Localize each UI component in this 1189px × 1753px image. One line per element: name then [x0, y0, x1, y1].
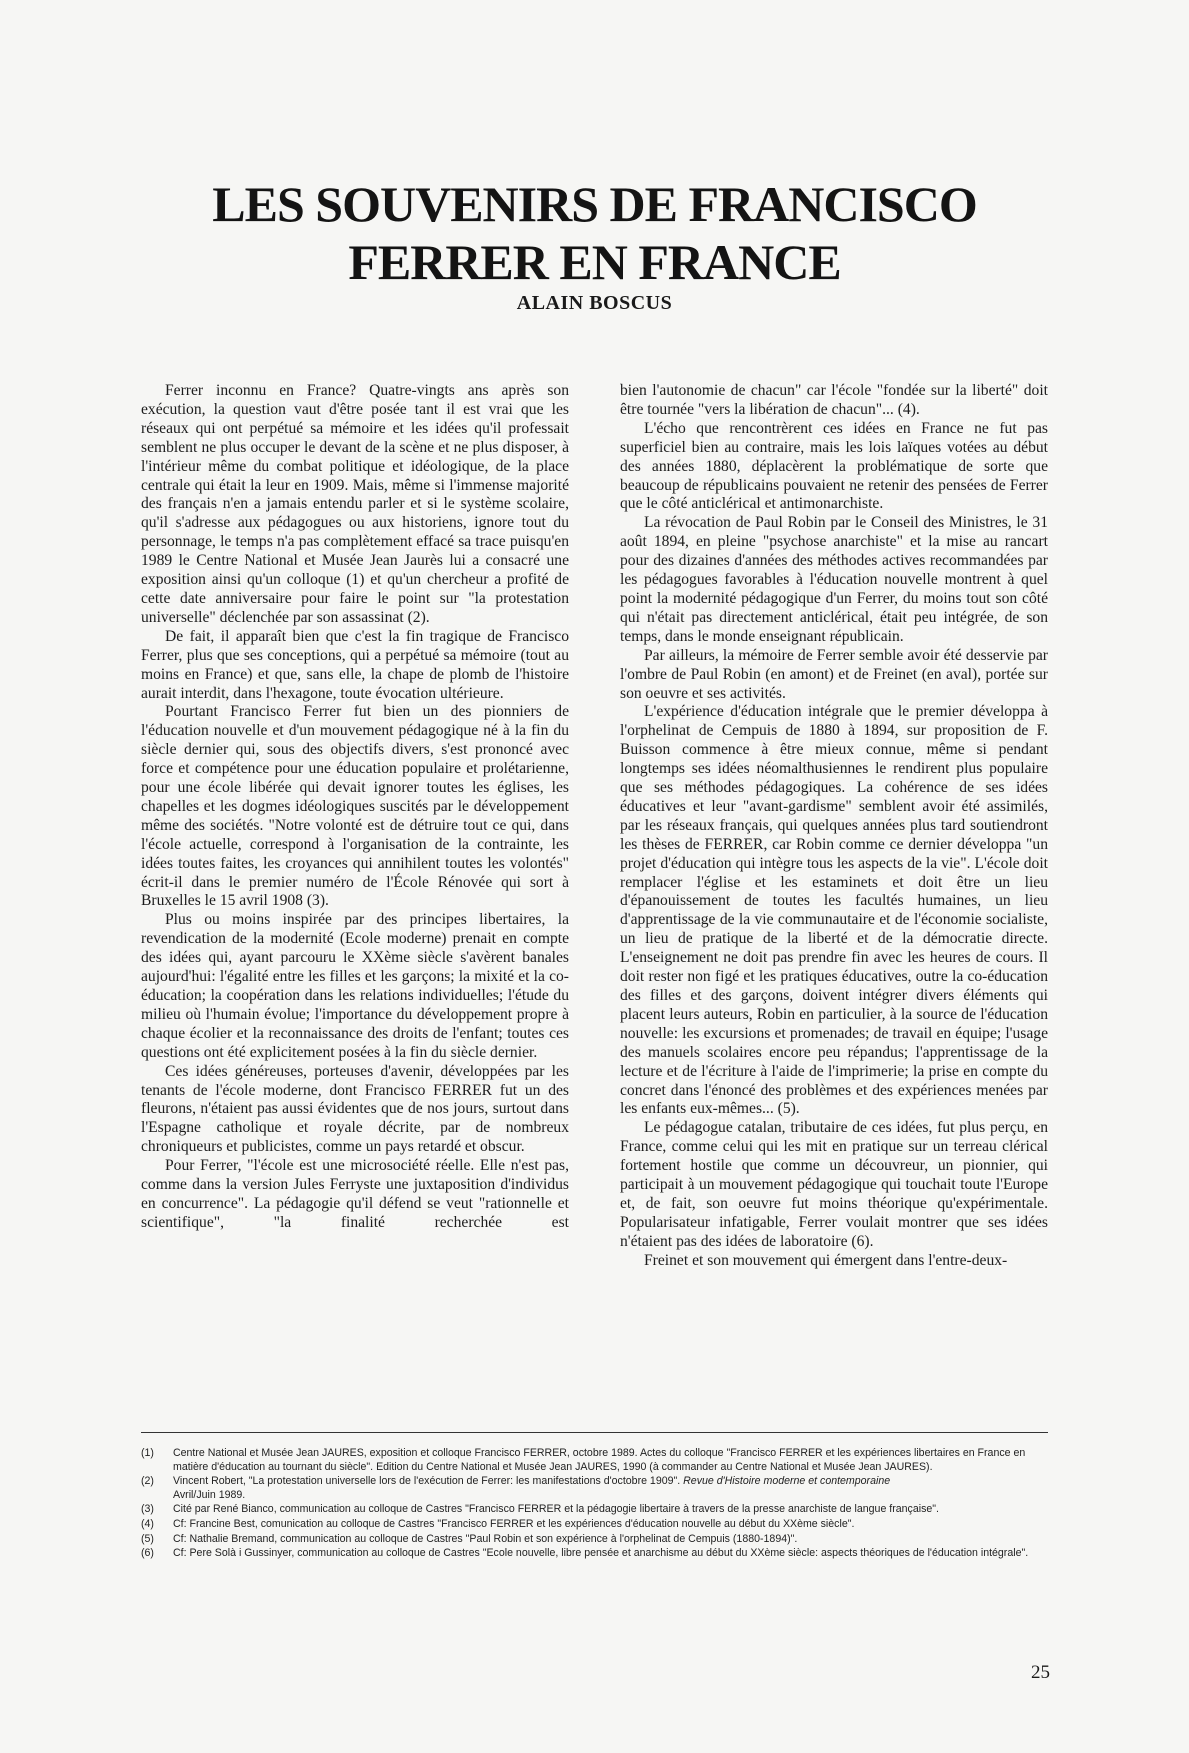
paragraph: Freinet et son mouvement qui émergent dans l'entre-deux-	[644, 1251, 1008, 1269]
footnote-text: Cf: Nathalie Bremand, communication au colloque de Castres "Paul Robin et son expérience à l'orphelinat de Cempuis (1880-1894)".	[173, 1532, 798, 1545]
paragraph: Le pédagogue catalan, tributaire de ces idées, fut plus perçu, en France, comme celui qui les mit en pratique sur un terreau clérical fortement hostile que comme un découvreur, un pionnier, qui participait à un mouvement pédagogique qui touchait toute l'Europe et, de fait, son oeuvre fut moins théorique qu'expérimentale. Popularisateur infatigable, Ferrer voulait montrer que ses idées n'étaient pas des idées de laboratoire (6).	[620, 1119, 1048, 1250]
paragraph: Ferrer inconnu en France? Quatre-vingts ans après son exécution, la question vaut d'être posée tant il est vrai que les réseaux qui ont perpétué sa mémoire et les idées qu'il professait semblent ne plus occuper le devant de la scène et ne plus disposer, à l'intérieur même du combat politique et idéologique, de la place centrale qui était la leur en 1909. Mais, même si l'immense majorité des français n'en a jamais entendu parler et si le système scolaire, qu'il s'adresse aux pédagogues ou aux historiens, ignore tout du personnage, le temps n'a pas complètement effacé sa trace puisqu'en 1989 le Centre National et Musée Jean Jaurès lui a consacré une exposition ainsi qu'un colloque (1) et qu'un chercheur a profité de cette date anniversaire pour faire le point sur "la protestation universelle" déclenchée par son assassinat (2).	[141, 382, 569, 626]
paragraph: De fait, il apparaît bien que c'est la fin tragique de Francisco Ferrer, plus que ses conceptions, qui a perpétué sa mémoire (tout au moins en France) et que, sans elle, la chape de plomb de l'histoire aurait interdit, dans l'hexagone, toute évocation ultérieure.	[141, 627, 569, 702]
footnote	[141, 1503, 1048, 1517]
paragraph: L'expérience d'éducation intégrale que le premier développa à l'orphelinat de Cempuis de 1880 à 1894, sur proposition de F. Buisson commence à être mieux connue, même si pendant longtemps ses idées néomalthusiennes le rendirent plus populaire que ses méthodes pédagogiques. La cohérence de ses idées éducatives et leur "avant-gardisme" semblent avoir été assimilés, par les réseaux français, qui quelques années plus tard soutiendront les thèses de FERRER, car Robin comme ce dernier développa "un projet d'éducation qui intègre tous les aspects de la vie". L'école doit remplacer l'église et les estaminets et doit être un lieu d'épanouissement de toutes les facultés humaines, un lieu d'apprentissage de la vie communautaire et de l'économie socialiste, un lieu de pratique de la liberté et de la démocratie directe. L'enseignement ne doit pas prendre fin avec les heures de cours. Il doit rester non figé et les pratiques éducatives, outre la co-éducation des filles et des garçons, doivent intégrer divers éléments qui placent leurs auteurs, Robin en particulier, à la source de l'éducation nouvelle: les excursions et promenades; de travail en équipe; l'usage des manuels scolaires encore peu répandus; l'apprentissage de la lecture et de l'écriture à l'aide de l'imprimerie; la prise en compte du concret dans l'énoncé des problèmes et des expériences menées par les enfants eux-mêmes... (5).	[620, 703, 1048, 1118]
footnote-number: (5)	[141, 1532, 154, 1545]
footnote-divider	[141, 1432, 1048, 1433]
paragraph: La révocation de Paul Robin par le Conseil des Ministres, le 31 août 1894, en pleine "psychose anarchiste" et la mise au rancart pour des dizaines d'années des méthodes actives recommandées par les pédagogues favorables à l'éducation nouvelle montrent à quel point la modernité pédagogique d'un Ferrer, du moins tout son côté qui n'était pas directement anticlérical, était peu intégrée, de son temps, dans le monde enseignant républicain.	[620, 514, 1048, 645]
footnote-number: (4)	[141, 1517, 154, 1530]
footnote-number: (1)	[141, 1447, 154, 1459]
footnote	[141, 1447, 1048, 1474]
footnote-text-after: Avril/Juin 1989.	[173, 1488, 246, 1501]
paragraph: Par ailleurs, la mémoire de Ferrer semble avoir été desservie par l'ombre de Paul Robin (en amont) et de Freinet (en aval), portée sur son oeuvre et ses activités.	[620, 646, 1048, 702]
page-number: 25	[1031, 1662, 1050, 1683]
article-author: ALAIN BOSCUS	[516, 292, 673, 314]
left-text-column	[141, 382, 569, 1233]
article-title-line-2: FERRER EN FRANCE	[348, 234, 841, 290]
footnote-text: Vincent Robert, "La protestation universelle lors de l'exécution de Ferrer: les manifestations d'octobre 1909".	[173, 1475, 681, 1488]
footnote	[141, 1475, 1048, 1502]
article-title	[0, 175, 1189, 291]
footnote-text: Cf: Francine Best, comunication au colloque de Castres "Francisco FERRER et les expériences d'éducation nouvelle au début du XXème siècle".	[173, 1517, 855, 1530]
footnote-number: (6)	[141, 1547, 154, 1560]
footnote-journal-title: Revue d'Histoire moderne et contemporaine	[683, 1475, 891, 1488]
footnote-body	[173, 1475, 1048, 1502]
article-title-line-1: LES SOUVENIRS DE FRANCISCO	[212, 176, 977, 232]
footnote-text: Cf: Pere Solà i Gussinyer, communication au colloque de Castres "Ecole nouvelle, libre pensée et anarchisme au début du XXème siècle: aspects théoriques de l'éducation intégrale".	[173, 1547, 1029, 1560]
footnotes	[141, 1447, 1048, 1562]
footnote	[141, 1547, 1048, 1561]
footnote-number: (2)	[141, 1475, 154, 1488]
paragraph: Ces idées généreuses, porteuses d'avenir, développées par les tenants de l'école moderne, dont Francisco FERRER fut un des fleurons, n'étaient pas aussi évidentes que de nos jours, surtout dans l'Espagne catholique et royale décrite, par de nombreux chroniqueurs et publicistes, comme un pays retardé et obscur.	[141, 1062, 569, 1156]
footnote-text: Centre National et Musée Jean JAURES, exposition et colloque Francisco FERRER, octobre 1989. Actes du colloque "Francisco FERRER et les expériences libertaires en France en matière d'éducation au tournant du siècle". Edition du Centre National et Musée Jean JAURES, 1990 (à commander au Centre National et Musée Jean JAURES).	[173, 1447, 1026, 1473]
right-text-column	[620, 382, 1048, 1271]
paragraph: Pourtant Francisco Ferrer fut bien un des pionniers de l'éducation nouvelle et d'un mouvement pédagogique né à la fin du siècle dernier qui, sous des objectifs divers, s'est prononcé avec force et compétence pour une éducation populaire et prolétarienne, pour une école libérée qui devait ignorer toutes les églises, les chapelles et les dogmes idéologiques suscités par le développement même des sociétés. "Notre volonté est de détruire tout ce qui, dans l'école actuelle, correspond à l'organisation de la contrainte, les idées toutes faites, les croyances qui annihilent toutes les volontés" écrit-il dans le premier numéro de l'École Rénovée qui sort à Bruxelles le 15 avril 1908 (3).	[141, 703, 569, 910]
footnote	[141, 1518, 1048, 1532]
paragraph: bien l'autonomie de chacun" car l'école "fondée sur la liberté" doit être tournée "vers la libération de chacun"... (4).	[620, 382, 1048, 418]
footnote	[141, 1533, 1048, 1547]
paragraph: L'écho que rencontrèrent ces idées en France ne fut pas superficiel bien au contraire, mais les lois laïques votées au début des années 1880, déplacèrent la problématique de sorte que beaucoup de républicains pouvaient ne retenir des pensées de Ferrer que le côté anticlérical et antimonarchiste.	[620, 419, 1048, 513]
paragraph: Plus ou moins inspirée par des principes libertaires, la revendication de la modernité (Ecole moderne) prenait en compte des idées qui, ayant parcouru le XXème siècle s'avèrent banales aujourd'hui: l'égalité entre les filles et les garçons; la mixité et la co-éducation; la coopération dans les relations individuelles; l'étude du milieu où l'humain évolue; l'importance du développement propre à chaque écolier et la reconnaissance des droits de l'enfant; toutes ces questions ont été explicitement posées à la fin du siècle dernier.	[141, 911, 569, 1061]
footnote-text: Cité par René Bianco, communication au colloque de Castres "Francisco FERRER et la pédagogie libertaire à travers de la presse anarchiste de langue française".	[173, 1503, 939, 1516]
footnote-number: (3)	[141, 1503, 154, 1516]
paragraph: Pour Ferrer, "l'école est une microsociété réelle. Elle n'est pas, comme dans la version Jules Ferryste une juxtaposition d'individus en concurrence". La pédagogie qu'il défend se veut "rationnelle et scientifique", "la finalité recherchée est	[141, 1157, 569, 1231]
